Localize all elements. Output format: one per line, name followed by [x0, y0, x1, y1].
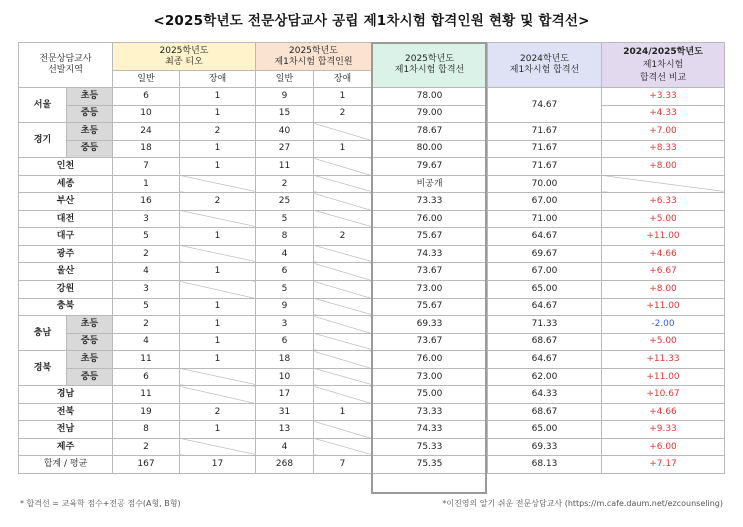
total-c25-cell: 75.35 [372, 456, 488, 474]
cutoff-compare-cell: +6.67 [602, 263, 725, 281]
pass-general-cell: 5 [256, 210, 314, 228]
table-row [19, 386, 725, 404]
tio-general-cell: 3 [113, 281, 180, 299]
cutoff-compare-cell: +11.33 [602, 351, 725, 369]
header-cutoff-compare [602, 43, 725, 88]
tio-disabled-cell: 1 [180, 333, 256, 351]
total-label: 합계 / 평균 [19, 456, 113, 474]
tio-general-cell: 4 [113, 333, 180, 351]
cutoff-2025-cell: 비공개 [372, 175, 488, 193]
footnote-source: *이진영의 알기 쉬운 전문상담교사 (https://m.cafe.daum.net/ezcounseling) [442, 499, 723, 508]
header-tio-disabled: 장애 [180, 71, 256, 88]
header-pass-disabled: 장애 [314, 71, 372, 88]
cutoff-2025-cell: 79.00 [372, 105, 488, 123]
region-cell: 경북 [19, 351, 67, 386]
cutoff-2025-cell: 79.67 [372, 158, 488, 176]
cutoff-2025-cell: 76.00 [372, 210, 488, 228]
tio-general-cell: 8 [113, 421, 180, 439]
pass-disabled-cell: 1 [314, 403, 372, 421]
cutoff-compare-cell: +5.00 [602, 210, 725, 228]
subregion-cell: 초등 [67, 316, 113, 334]
tio-general-cell: 5 [113, 228, 180, 246]
tio-disabled-cell [180, 210, 256, 228]
tio-general-cell: 11 [113, 386, 180, 404]
tio-general-cell: 1 [113, 175, 180, 193]
pass-disabled-cell [314, 210, 372, 228]
pass-disabled-cell: 2 [314, 228, 372, 246]
subregion-cell: 중등 [67, 105, 113, 123]
subregion-cell: 중등 [67, 368, 113, 386]
results-table [18, 42, 725, 474]
tio-disabled-cell: 1 [180, 88, 256, 106]
pass-general-cell: 11 [256, 158, 314, 176]
header-pass-general: 일반 [256, 71, 314, 88]
cutoff-2024-cell: 62.00 [488, 368, 602, 386]
region-cell: 광주 [19, 245, 113, 263]
cutoff-2025-cell: 73.00 [372, 368, 488, 386]
cutoff-compare-cell: +9.33 [602, 421, 725, 439]
total-tio-g-cell: 167 [113, 456, 180, 474]
total-row [19, 456, 725, 474]
table-row [19, 403, 725, 421]
pass-disabled-cell [314, 245, 372, 263]
pass-disabled-cell [314, 263, 372, 281]
cutoff-2025-cell: 75.67 [372, 298, 488, 316]
tio-disabled-cell: 1 [180, 316, 256, 334]
tio-disabled-cell: 2 [180, 193, 256, 211]
region-cell: 충남 [19, 316, 67, 351]
footnote-cutoff: * 합격선 = 교육학 점수+전공 점수(A형, B형) [20, 499, 181, 508]
cutoff-2024-cell: 69.33 [488, 438, 602, 456]
header-compare-line1: 2024/2025학년도 [623, 46, 703, 57]
table-row [19, 368, 725, 386]
table-row [19, 105, 725, 123]
region-cell: 제주 [19, 438, 113, 456]
table-row [19, 193, 725, 211]
tio-general-cell: 6 [113, 368, 180, 386]
cutoff-2025-cell: 75.33 [372, 438, 488, 456]
tio-disabled-cell [180, 386, 256, 404]
region-cell: 부산 [19, 193, 113, 211]
cutoff-compare-cell: +3.33 [602, 88, 725, 106]
total-compare-cell: +7.17 [602, 456, 725, 474]
subregion-cell: 초등 [67, 123, 113, 141]
pass-general-cell: 13 [256, 421, 314, 439]
cutoff-compare-cell: +6.33 [602, 193, 725, 211]
region-cell: 경남 [19, 386, 113, 404]
pass-general-cell: 4 [256, 438, 314, 456]
tio-disabled-cell: 1 [180, 140, 256, 158]
tio-general-cell: 10 [113, 105, 180, 123]
table-row [19, 421, 725, 439]
cutoff-2025-cell: 75.00 [372, 386, 488, 404]
cutoff-2025-cell: 75.67 [372, 228, 488, 246]
pass-disabled-cell [314, 438, 372, 456]
table-row [19, 123, 725, 141]
cutoff-2024-cell: 69.67 [488, 245, 602, 263]
tio-general-cell: 7 [113, 158, 180, 176]
cutoff-2024-cell: 71.67 [488, 140, 602, 158]
pass-general-cell: 27 [256, 140, 314, 158]
cutoff-2024-cell: 71.67 [488, 158, 602, 176]
pass-general-cell: 10 [256, 368, 314, 386]
cutoff-2024-cell: 71.67 [488, 123, 602, 141]
cutoff-2025-cell: 73.67 [372, 333, 488, 351]
pass-general-cell: 6 [256, 263, 314, 281]
header-tio-general: 일반 [113, 71, 180, 88]
pass-disabled-cell [314, 175, 372, 193]
pass-general-cell: 25 [256, 193, 314, 211]
pass-disabled-cell [314, 193, 372, 211]
pass-disabled-cell [314, 316, 372, 334]
table-row [19, 88, 725, 106]
pass-disabled-cell: 1 [314, 88, 372, 106]
cutoff-2024-cell: 64.67 [488, 228, 602, 246]
pass-general-cell: 17 [256, 386, 314, 404]
pass-general-cell: 4 [256, 245, 314, 263]
cutoff-2024-cell: 64.67 [488, 298, 602, 316]
cutoff-2025-cell: 78.00 [372, 88, 488, 106]
cutoff-compare-cell: +4.33 [602, 105, 725, 123]
tio-disabled-cell: 1 [180, 228, 256, 246]
cutoff-2025-cell: 73.00 [372, 281, 488, 299]
cutoff-2024-cell: 70.00 [488, 175, 602, 193]
cutoff-compare-cell: +11.00 [602, 298, 725, 316]
tio-general-cell: 5 [113, 298, 180, 316]
region-cell: 인천 [19, 158, 113, 176]
header-cutoff-2025: 2025학년도 제1차시험 합격선 [372, 43, 488, 88]
table-row [19, 316, 725, 334]
cutoff-compare-cell: +4.66 [602, 403, 725, 421]
cutoff-2024-cell: 65.00 [488, 421, 602, 439]
cutoff-2025-cell: 76.00 [372, 351, 488, 369]
cutoff-compare-cell: +10.67 [602, 386, 725, 404]
cutoff-2025-cell: 80.00 [372, 140, 488, 158]
header-cutoff-2024: 2024학년도 제1차시험 합격선 [488, 43, 602, 88]
pass-disabled-cell: 1 [314, 140, 372, 158]
cutoff-compare-cell: +8.33 [602, 140, 725, 158]
header-final-tio: 2025학년도 최종 티오 [113, 43, 256, 71]
region-cell: 전북 [19, 403, 113, 421]
cutoff-compare-cell [602, 175, 725, 193]
table-row [19, 210, 725, 228]
cutoff-compare-cell: +11.00 [602, 228, 725, 246]
region-cell: 울산 [19, 263, 113, 281]
pass-general-cell: 5 [256, 281, 314, 299]
table-row [19, 281, 725, 299]
pass-disabled-cell: 2 [314, 105, 372, 123]
cutoff-2024-cell: 67.00 [488, 193, 602, 211]
tio-general-cell: 24 [113, 123, 180, 141]
cutoff-2024-cell: 64.33 [488, 386, 602, 404]
cutoff-2025-cell: 73.33 [372, 193, 488, 211]
pass-general-cell: 6 [256, 333, 314, 351]
tio-disabled-cell: 2 [180, 123, 256, 141]
table-row [19, 351, 725, 369]
pass-disabled-cell [314, 421, 372, 439]
pass-general-cell: 8 [256, 228, 314, 246]
tio-disabled-cell [180, 438, 256, 456]
tio-disabled-cell: 2 [180, 403, 256, 421]
tio-disabled-cell: 1 [180, 105, 256, 123]
cutoff-2024-cell: 67.00 [488, 263, 602, 281]
cutoff-compare-cell: +4.66 [602, 245, 725, 263]
region-cell: 충북 [19, 298, 113, 316]
cutoff-2024-cell: 64.67 [488, 351, 602, 369]
tio-disabled-cell [180, 368, 256, 386]
region-cell: 대전 [19, 210, 113, 228]
pass-general-cell: 18 [256, 351, 314, 369]
cutoff-compare-cell: +7.00 [602, 123, 725, 141]
table-row [19, 333, 725, 351]
tio-disabled-cell [180, 175, 256, 193]
cutoff-2025-cell: 73.33 [372, 403, 488, 421]
cutoff-2024-cell: 71.33 [488, 316, 602, 334]
pass-general-cell: 15 [256, 105, 314, 123]
tio-general-cell: 2 [113, 245, 180, 263]
cutoff-compare-cell: +8.00 [602, 158, 725, 176]
tio-general-cell: 19 [113, 403, 180, 421]
pass-general-cell: 40 [256, 123, 314, 141]
tio-disabled-cell: 1 [180, 351, 256, 369]
table-row [19, 175, 725, 193]
cutoff-2024-cell: 71.00 [488, 210, 602, 228]
pass-general-cell: 31 [256, 403, 314, 421]
table-row [19, 245, 725, 263]
cutoff-2025-cell: 74.33 [372, 421, 488, 439]
table-row [19, 298, 725, 316]
tio-general-cell: 4 [113, 263, 180, 281]
page-title: <2025학년도 전문상담교사 공립 제1차시험 합격인원 현황 및 합격선> [153, 13, 590, 29]
pass-disabled-cell [314, 123, 372, 141]
total-in-g-cell: 268 [256, 456, 314, 474]
table-row [19, 438, 725, 456]
cutoff-2025-cell: 69.33 [372, 316, 488, 334]
cutoff-2025-cell: 74.33 [372, 245, 488, 263]
cutoff-compare-cell: +11.00 [602, 368, 725, 386]
cutoff-compare-cell: +6.00 [602, 438, 725, 456]
pass-disabled-cell [314, 158, 372, 176]
cutoff-2024-cell: 65.00 [488, 281, 602, 299]
table-row [19, 263, 725, 281]
tio-general-cell: 11 [113, 351, 180, 369]
table-row [19, 158, 725, 176]
total-tio-d-cell: 17 [180, 456, 256, 474]
tio-disabled-cell: 1 [180, 263, 256, 281]
subregion-cell: 중등 [67, 333, 113, 351]
tio-disabled-cell: 1 [180, 421, 256, 439]
cutoff-2024-cell: 68.67 [488, 403, 602, 421]
header-pass-count: 2025학년도 제1차시험 합격인원 [256, 43, 372, 71]
tio-general-cell: 2 [113, 438, 180, 456]
cutoff-compare-cell: +5.00 [602, 333, 725, 351]
subregion-cell: 초등 [67, 351, 113, 369]
region-cell: 전남 [19, 421, 113, 439]
header-compare-line2: 제1차시험 [642, 59, 684, 70]
pass-disabled-cell [314, 386, 372, 404]
tio-disabled-cell: 1 [180, 158, 256, 176]
total-c24-cell: 68.13 [488, 456, 602, 474]
header-region: 전문상담교사 선발지역 [19, 43, 113, 88]
region-cell: 강원 [19, 281, 113, 299]
tio-general-cell: 2 [113, 316, 180, 334]
tio-general-cell: 18 [113, 140, 180, 158]
total-in-d-cell: 7 [314, 456, 372, 474]
pass-general-cell: 2 [256, 175, 314, 193]
region-cell: 경기 [19, 123, 67, 158]
cutoff-2024-cell: 74.67 [488, 88, 602, 123]
header-compare-line3: 합격선 비교 [639, 72, 687, 83]
subregion-cell: 초등 [67, 88, 113, 106]
pass-disabled-cell [314, 298, 372, 316]
table-row [19, 140, 725, 158]
pass-disabled-cell [314, 368, 372, 386]
pass-disabled-cell [314, 333, 372, 351]
tio-disabled-cell: 1 [180, 298, 256, 316]
pass-disabled-cell [314, 351, 372, 369]
pass-disabled-cell [314, 281, 372, 299]
tio-general-cell: 16 [113, 193, 180, 211]
pass-general-cell: 3 [256, 316, 314, 334]
cutoff-2025-cell: 78.67 [372, 123, 488, 141]
tio-general-cell: 6 [113, 88, 180, 106]
cutoff-2024-cell: 68.67 [488, 333, 602, 351]
table-row [19, 228, 725, 246]
tio-disabled-cell [180, 245, 256, 263]
tio-disabled-cell [180, 281, 256, 299]
subregion-cell: 중등 [67, 140, 113, 158]
cutoff-compare-cell: +8.00 [602, 281, 725, 299]
cutoff-2025-cell: 73.67 [372, 263, 488, 281]
region-cell: 대구 [19, 228, 113, 246]
region-cell: 세종 [19, 175, 113, 193]
pass-general-cell: 9 [256, 88, 314, 106]
cutoff-compare-cell: -2.00 [602, 316, 725, 334]
tio-general-cell: 3 [113, 210, 180, 228]
pass-general-cell: 9 [256, 298, 314, 316]
region-cell: 서울 [19, 88, 67, 123]
